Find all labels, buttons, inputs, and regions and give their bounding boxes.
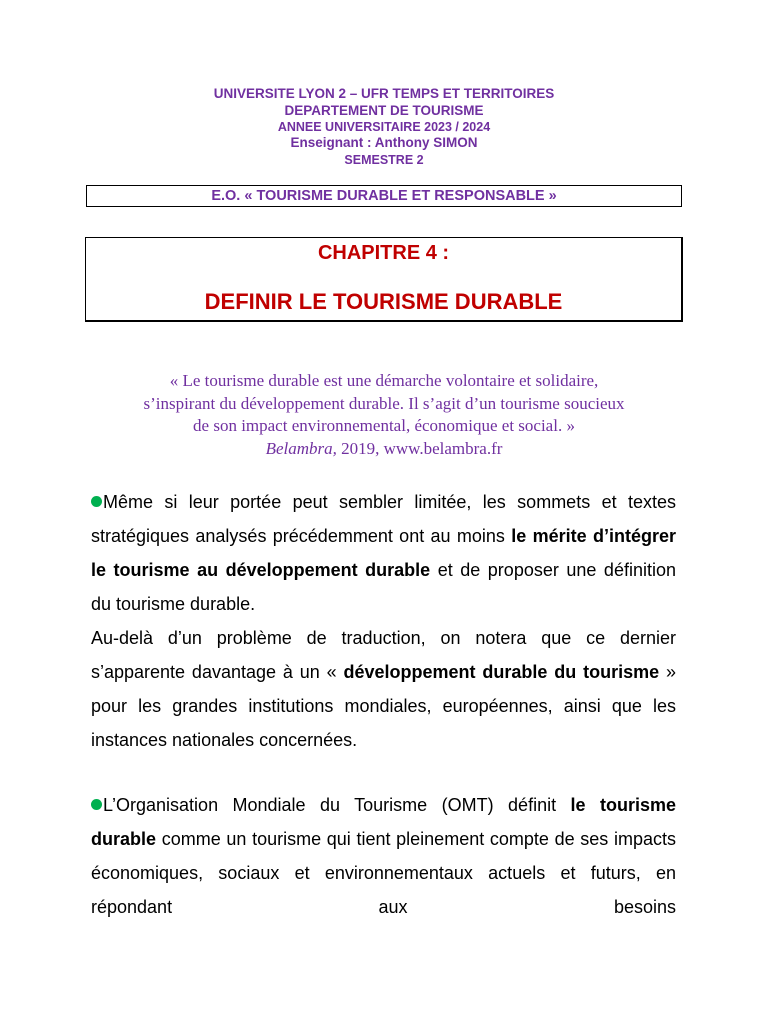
green-bullet-icon — [91, 799, 102, 810]
university-line: UNIVERSITE LYON 2 – UFR TEMPS ET TERRITOIRES — [213, 86, 555, 101]
chapter-box — [85, 237, 683, 322]
quote-source — [0, 438, 768, 461]
paragraph-2: Au-delà d’un problème de traduction, on notera que ce dernier s’apparente davantage à un « développement durable du tourisme » pour les grandes institutions mondiales, européennes, ainsi que les instances nationales concernées. — [91, 628, 676, 750]
quote-line-3: de son impact environnemental, économique et social. » — [193, 416, 575, 435]
quote-source-rest: 2019, www.belambra.fr — [336, 438, 503, 458]
semester-line: SEMESTRE 2 — [344, 152, 424, 167]
chapter-title: DEFINIR LE TOURISME DURABLE — [204, 289, 563, 314]
course-title-box: E.O. « TOURISME DURABLE ET RESPONSABLE » — [86, 185, 682, 207]
body-section-2 — [91, 788, 676, 924]
paragraph-3: L’Organisation Mondiale du Tourisme (OMT) définit le tourisme durable comme un tourisme qui tient pleinement compte de ses impacts économiques, sociaux et environnementaux actuels et futurs, en répondant aux besoins — [91, 795, 677, 917]
chapter-label: CHAPITRE 4 : — [317, 242, 450, 264]
green-bullet-icon — [91, 496, 102, 507]
document-header — [0, 86, 768, 168]
quote-source-author: Belambra, — [265, 438, 337, 458]
teacher-line: Enseignant : Anthony SIMON — [290, 135, 478, 150]
academic-year-line: ANNEE UNIVERSITAIRE 2023 / 2024 — [277, 120, 491, 134]
body-section-1 — [91, 485, 676, 757]
quote-line-2: s’inspirant du développement durable. Il s’agit d’un tourisme soucieux — [143, 393, 625, 413]
epigraph-quote — [0, 370, 768, 460]
paragraph-1: Même si leur portée peut sembler limitée, les sommets et textes stratégiques analysés précédemment ont au moins le mérite d’intégrer le tourisme au développement durable et de proposer une définition du tourisme durable. — [91, 492, 676, 614]
quote-line-1: « Le tourisme durable est une démarche volontaire et solidaire, — [169, 371, 599, 390]
department-line: DEPARTEMENT DE TOURISME — [284, 102, 484, 118]
